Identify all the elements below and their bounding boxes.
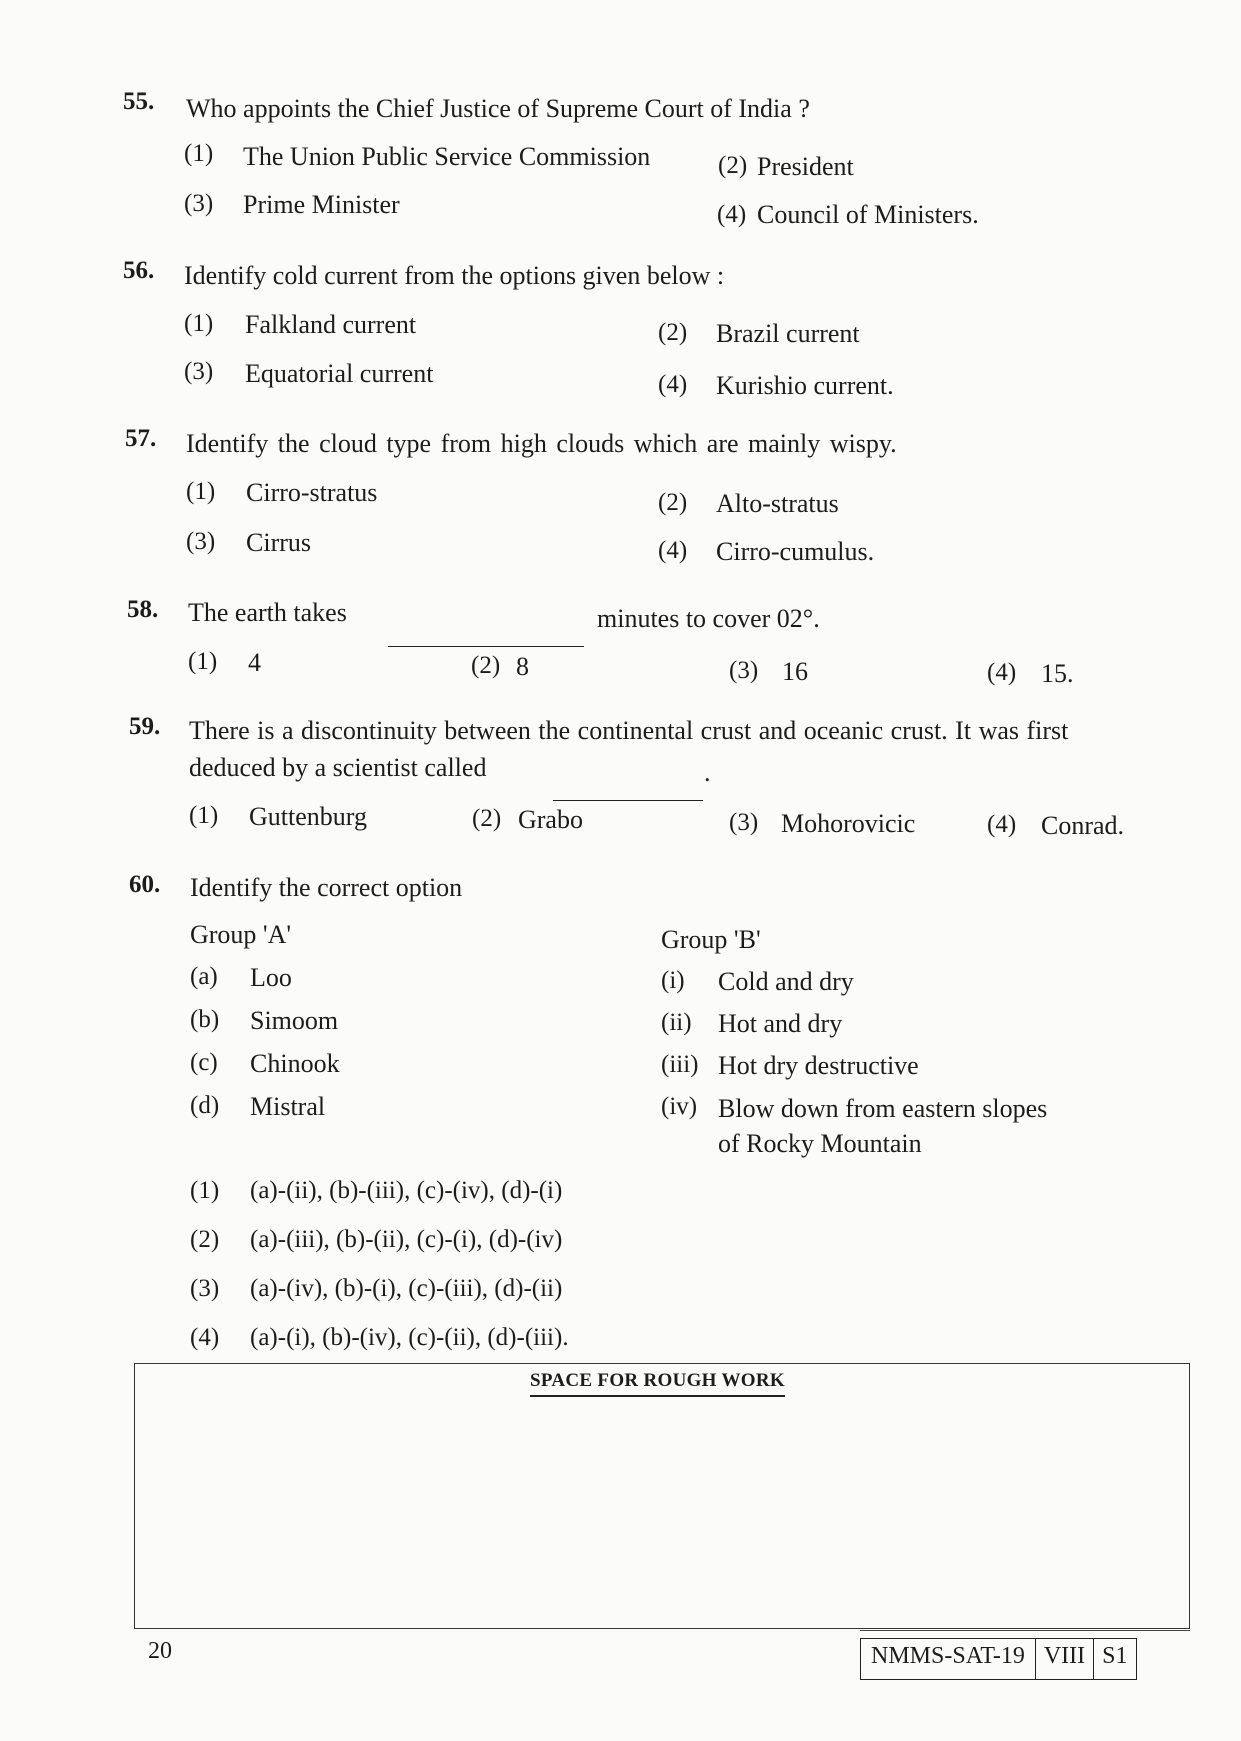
group-b-item-text: Cold and dry bbox=[718, 967, 854, 996]
q57-opt4-text: Cirro-cumulus. bbox=[716, 537, 875, 566]
q59-opt1-num: (1) bbox=[189, 802, 219, 829]
q56-opt3-text: Equatorial current bbox=[245, 359, 434, 388]
q56-number: 56. bbox=[123, 257, 155, 284]
q60-opt3-text: (a)-(iv), (b)-(i), (c)-(iii), (d)-(ii) bbox=[250, 1275, 563, 1302]
q55-opt2-num: (2) bbox=[718, 152, 748, 179]
q55-opt2-text: President bbox=[757, 152, 854, 181]
group-a-item-text: Chinook bbox=[250, 1049, 340, 1078]
q60-opt4-text: (a)-(i), (b)-(iv), (c)-(ii), (d)-(iii). bbox=[250, 1324, 569, 1351]
q58-opt2-num: (2) bbox=[471, 652, 501, 679]
q59-number: 59. bbox=[129, 713, 161, 740]
q58-number: 58. bbox=[127, 596, 159, 623]
group-b-item-text: Blow down from eastern slopes bbox=[718, 1094, 1048, 1123]
q55-opt4-text: Council of Ministers. bbox=[757, 200, 979, 229]
rough-work-title: SPACE FOR ROUGH WORK bbox=[530, 1370, 785, 1397]
group-a-item-text: Loo bbox=[250, 963, 292, 992]
q58-text-after: minutes to cover 02°. bbox=[597, 604, 820, 633]
q55-opt1-num: (1) bbox=[184, 140, 214, 167]
q57-text: Identify the cloud type from high clouds which are mainly wispy. bbox=[186, 429, 897, 458]
q56-opt1-num: (1) bbox=[184, 310, 214, 337]
q58-opt4-text: 15. bbox=[1041, 659, 1074, 688]
group-b-item-num: (iii) bbox=[661, 1051, 699, 1078]
q59-text-line2: deduced by a scientist called bbox=[189, 753, 487, 782]
page-number: 20 bbox=[148, 1638, 172, 1664]
q60-opt1-text: (a)-(ii), (b)-(iii), (c)-(iv), (d)-(i) bbox=[250, 1177, 563, 1204]
q57-opt4-num: (4) bbox=[658, 537, 688, 564]
q59-opt3-text: Mohorovicic bbox=[781, 809, 916, 838]
q58-opt2-text: 8 bbox=[516, 652, 529, 681]
group-b-item-num: (i) bbox=[661, 967, 685, 994]
q56-opt2-text: Brazil current bbox=[716, 319, 860, 348]
group-a-header: Group 'A' bbox=[190, 920, 292, 949]
q58-opt4-num: (4) bbox=[987, 659, 1017, 686]
q59-text-end: . bbox=[704, 758, 711, 787]
q60-opt2-num: (2) bbox=[190, 1226, 220, 1253]
q55-opt3-num: (3) bbox=[184, 190, 214, 217]
group-b-item-num: (ii) bbox=[661, 1009, 692, 1036]
q59-opt4-num: (4) bbox=[987, 811, 1017, 838]
q58-opt3-text: 16 bbox=[782, 657, 808, 686]
rough-work-box bbox=[134, 1363, 1190, 1629]
q59-opt2-text: Grabo bbox=[518, 805, 583, 834]
q55-opt1-text: The Union Public Service Commission bbox=[243, 142, 651, 171]
q55-opt3-text: Prime Minister bbox=[243, 190, 400, 219]
q60-opt4-num: (4) bbox=[190, 1324, 220, 1351]
paper-class: VIII bbox=[1035, 1639, 1093, 1679]
q58-opt1-text: 4 bbox=[248, 648, 261, 677]
group-b-item-num: (iv) bbox=[661, 1093, 698, 1120]
group-a-item-text: Mistral bbox=[250, 1092, 326, 1121]
paper-set: S1 bbox=[1093, 1639, 1135, 1679]
q58-opt1-num: (1) bbox=[188, 648, 218, 675]
q56-opt1-text: Falkland current bbox=[245, 310, 417, 339]
paper-code: NMMS-SAT-19 bbox=[871, 1643, 1025, 1669]
group-a-item-num: (a) bbox=[190, 963, 218, 990]
group-b-item-text: Hot dry destructive bbox=[718, 1051, 919, 1080]
footer-rule bbox=[860, 1630, 1190, 1631]
q60-number: 60. bbox=[129, 871, 161, 898]
q55-number: 55. bbox=[123, 88, 155, 115]
q56-opt4-num: (4) bbox=[658, 371, 688, 398]
q57-opt3-num: (3) bbox=[186, 528, 216, 555]
q59-opt3-num: (3) bbox=[729, 809, 759, 836]
q59-opt2-num: (2) bbox=[472, 805, 502, 832]
q59-blank bbox=[553, 780, 703, 808]
group-a-item-text: Simoom bbox=[250, 1006, 339, 1035]
q59-text-line1: There is a discontinuity between the continental crust and oceanic crust. It was first bbox=[189, 716, 1069, 745]
q57-opt2-num: (2) bbox=[658, 489, 688, 516]
q58-blank bbox=[388, 626, 584, 654]
q56-opt3-num: (3) bbox=[184, 358, 214, 385]
q55-opt4-num: (4) bbox=[717, 201, 747, 228]
q57-opt1-text: Cirro-stratus bbox=[246, 478, 378, 507]
group-a-item-num: (c) bbox=[190, 1049, 218, 1076]
q56-opt2-num: (2) bbox=[658, 319, 688, 346]
group-a-item-num: (b) bbox=[190, 1006, 220, 1033]
group-b-item-text: Hot and dry bbox=[718, 1009, 843, 1038]
q58-opt3-num: (3) bbox=[729, 657, 759, 684]
q55-text: Who appoints the Chief Justice of Supreme Court of India ? bbox=[186, 94, 810, 123]
q56-opt4-text: Kurishio current. bbox=[716, 371, 894, 400]
paper-code-box bbox=[860, 1638, 1137, 1680]
group-a-item-num: (d) bbox=[190, 1092, 220, 1119]
q56-text: Identify cold current from the options given below : bbox=[184, 261, 725, 290]
q59-opt1-text: Guttenburg bbox=[249, 802, 367, 831]
q58-text-before: The earth takes bbox=[188, 598, 347, 627]
q57-opt1-num: (1) bbox=[186, 478, 216, 505]
group-b-item-text-cont: of Rocky Mountain bbox=[718, 1129, 922, 1158]
q57-number: 57. bbox=[125, 425, 157, 452]
q60-opt2-text: (a)-(iii), (b)-(ii), (c)-(i), (d)-(iv) bbox=[250, 1226, 563, 1253]
group-b-header: Group 'B' bbox=[661, 925, 761, 954]
q57-opt2-text: Alto-stratus bbox=[716, 489, 839, 518]
q60-text: Identify the correct option bbox=[190, 873, 463, 902]
q59-opt4-text: Conrad. bbox=[1041, 811, 1125, 840]
q60-opt1-num: (1) bbox=[190, 1177, 220, 1204]
q57-opt3-text: Cirrus bbox=[246, 528, 311, 557]
q60-opt3-num: (3) bbox=[190, 1275, 220, 1302]
